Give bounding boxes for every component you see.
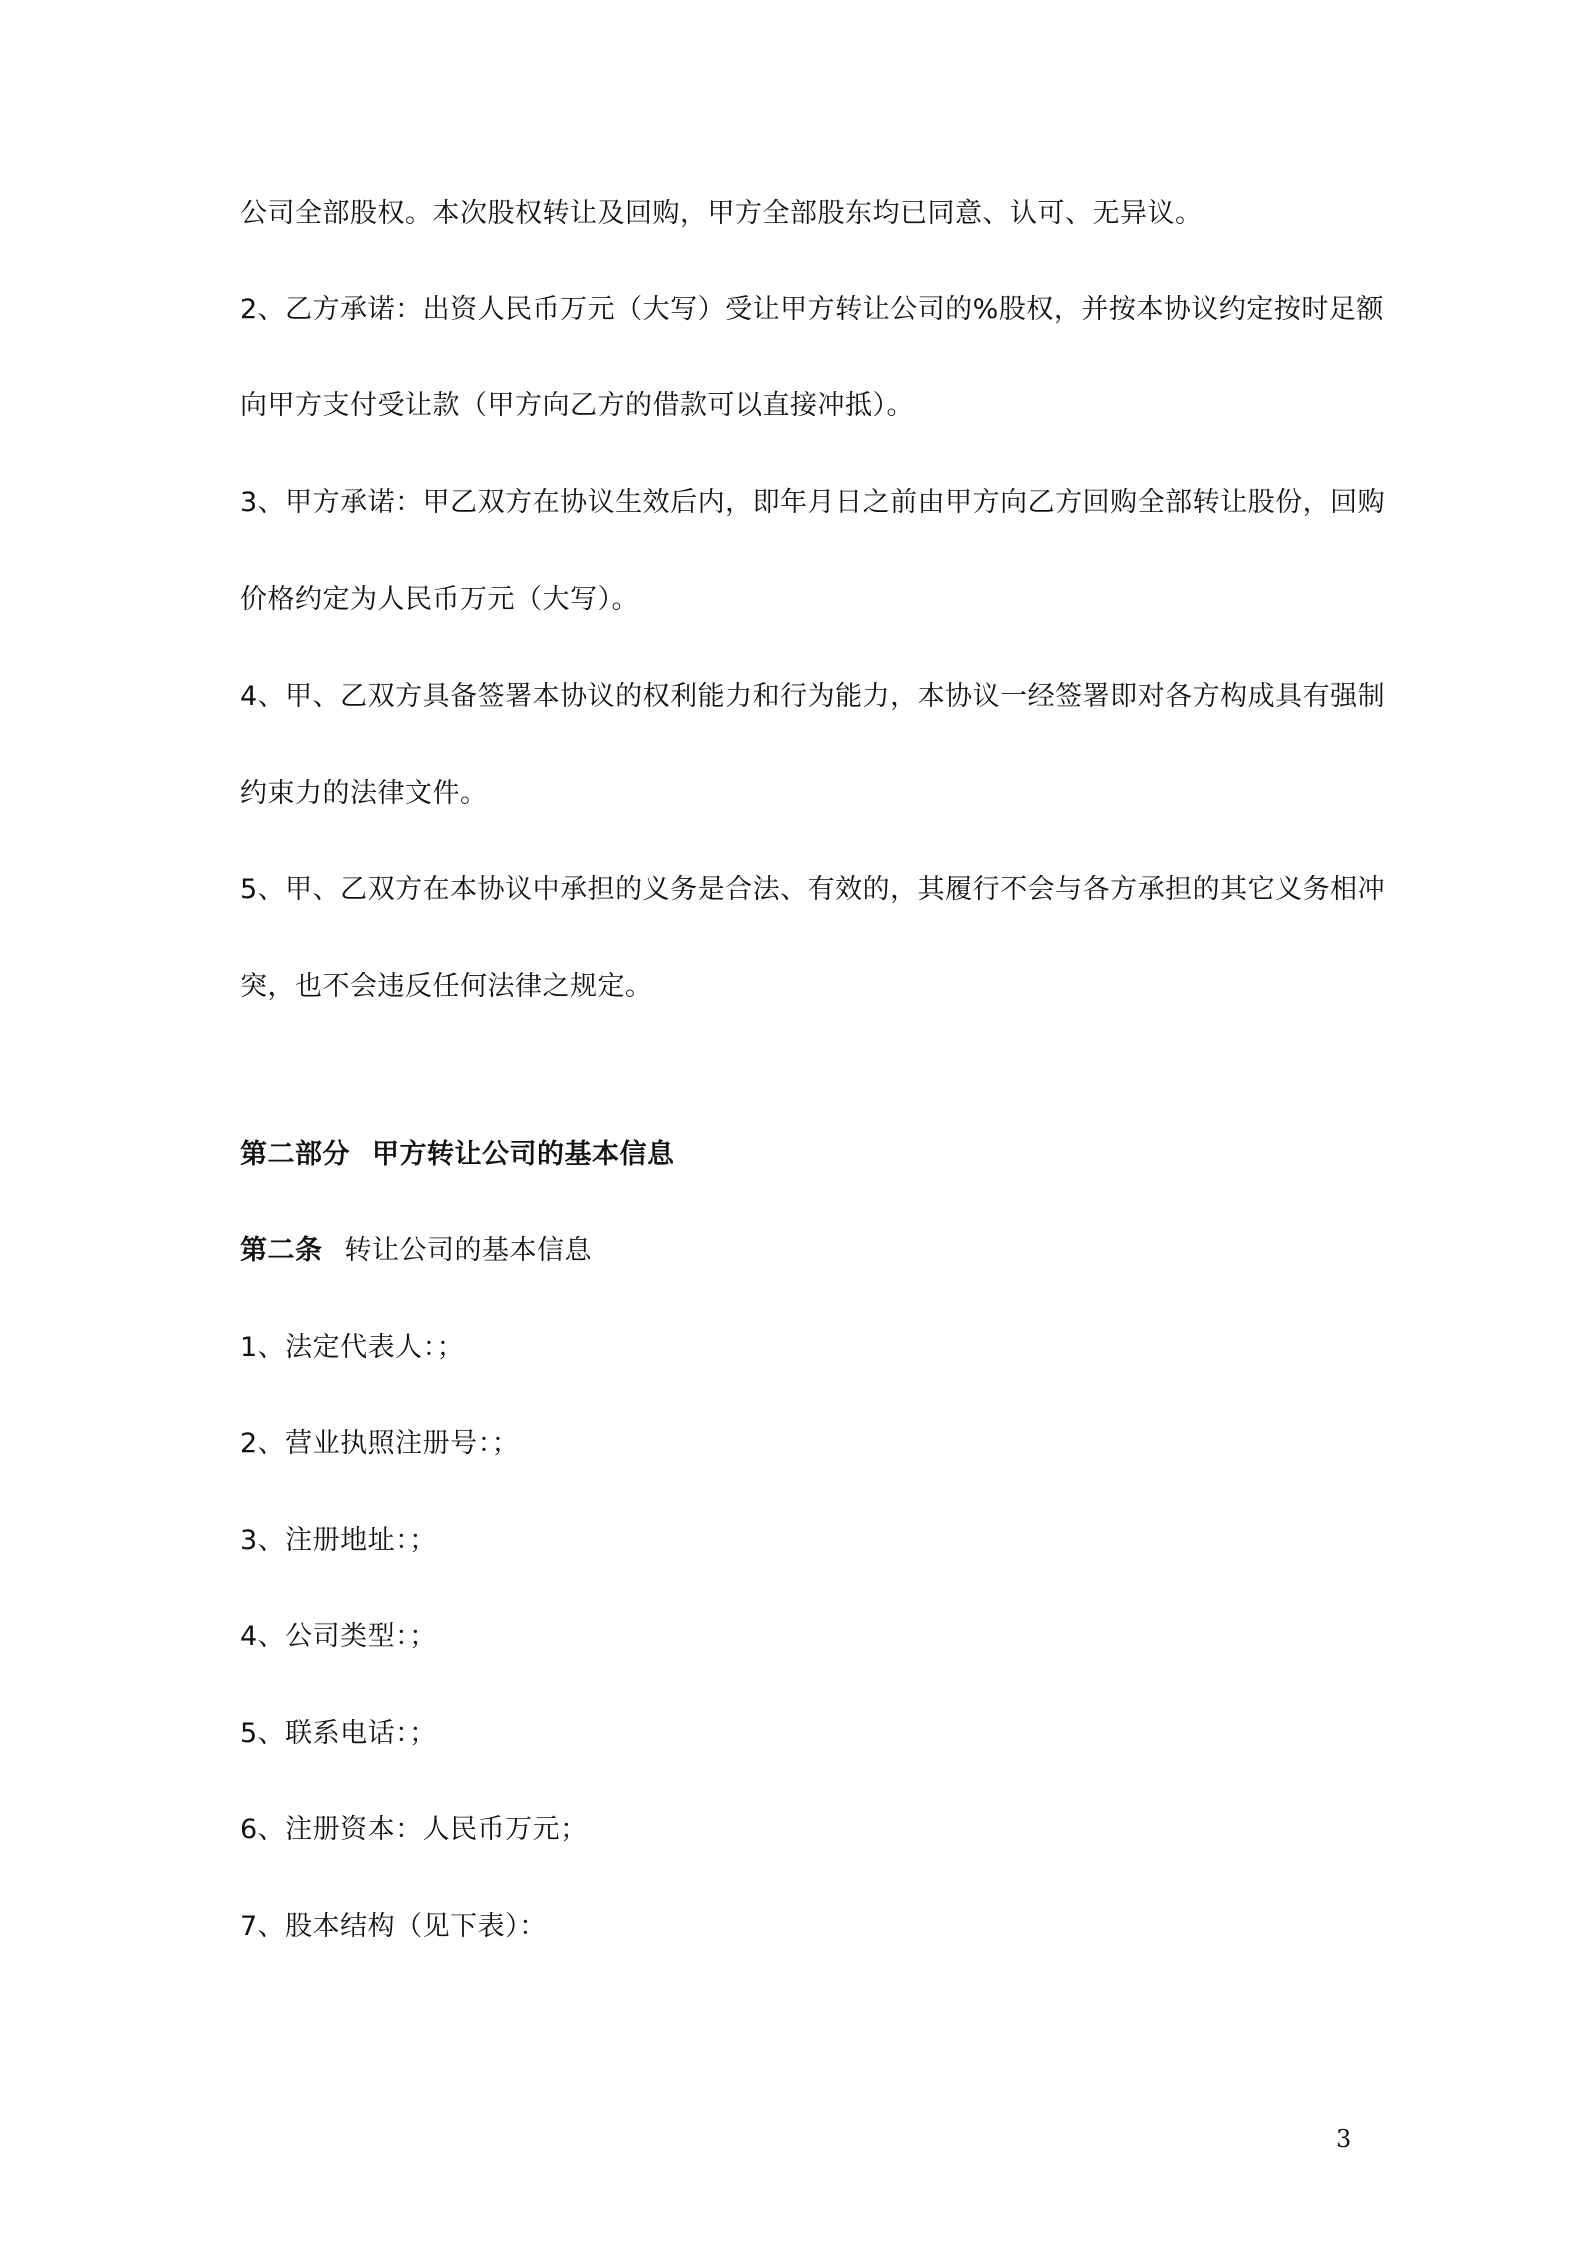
body-line: 3、甲方承诺：甲乙双方在协议生效后内，即年月日之前由甲方向乙方回购全部转让股份，回购 [240, 487, 1386, 518]
body-line: 突，也不会违反任何法律之规定。 [240, 971, 653, 1002]
body-line: 约束力的法律文件。 [240, 778, 488, 809]
body-line: 4、甲、乙双方具备签署本协议的权利能力和行为能力，本协议一经签署即对各方构成具有强制 [240, 681, 1386, 712]
info-item: 6、注册资本：人民币万元； [240, 1814, 588, 1845]
body-line: 价格约定为人民币万元（大写）。 [240, 584, 639, 615]
info-item: 2、营业执照注册号：； [240, 1428, 520, 1459]
info-item: 7、股本结构（见下表）： [240, 1911, 547, 1942]
part-heading-label: 第二部分 [240, 1139, 350, 1170]
article-heading [240, 1231, 1360, 1271]
part-heading-title: 甲方转让公司的基本信息 [372, 1139, 675, 1170]
article-heading-label: 第二条 [240, 1235, 323, 1266]
body-line: 公司全部股权。本次股权转让及回购，甲方全部股东均已同意、认可、无异议。 [240, 198, 1203, 229]
body-line: 向甲方支付受让款（甲方向乙方的借款可以直接冲抵）。 [240, 390, 914, 421]
info-item: 4、公司类型：； [240, 1621, 437, 1652]
page-number: 3 [1336, 2125, 1352, 2153]
part-heading [240, 1135, 1360, 1175]
info-item: 5、联系电话：； [240, 1718, 437, 1749]
article-heading-title: 转让公司的基本信息 [344, 1235, 592, 1266]
body-line: 5、甲、乙双方在本协议中承担的义务是合法、有效的，其履行不会与各方承担的其它义务相冲 [240, 874, 1386, 905]
body-line: 2、乙方承诺：出资人民币万元（大写）受让甲方转让公司的%股权，并按本协议约定按时足额 [240, 294, 1384, 325]
info-item: 1、法定代表人：； [240, 1332, 465, 1363]
info-item: 3、注册地址：； [240, 1525, 437, 1556]
